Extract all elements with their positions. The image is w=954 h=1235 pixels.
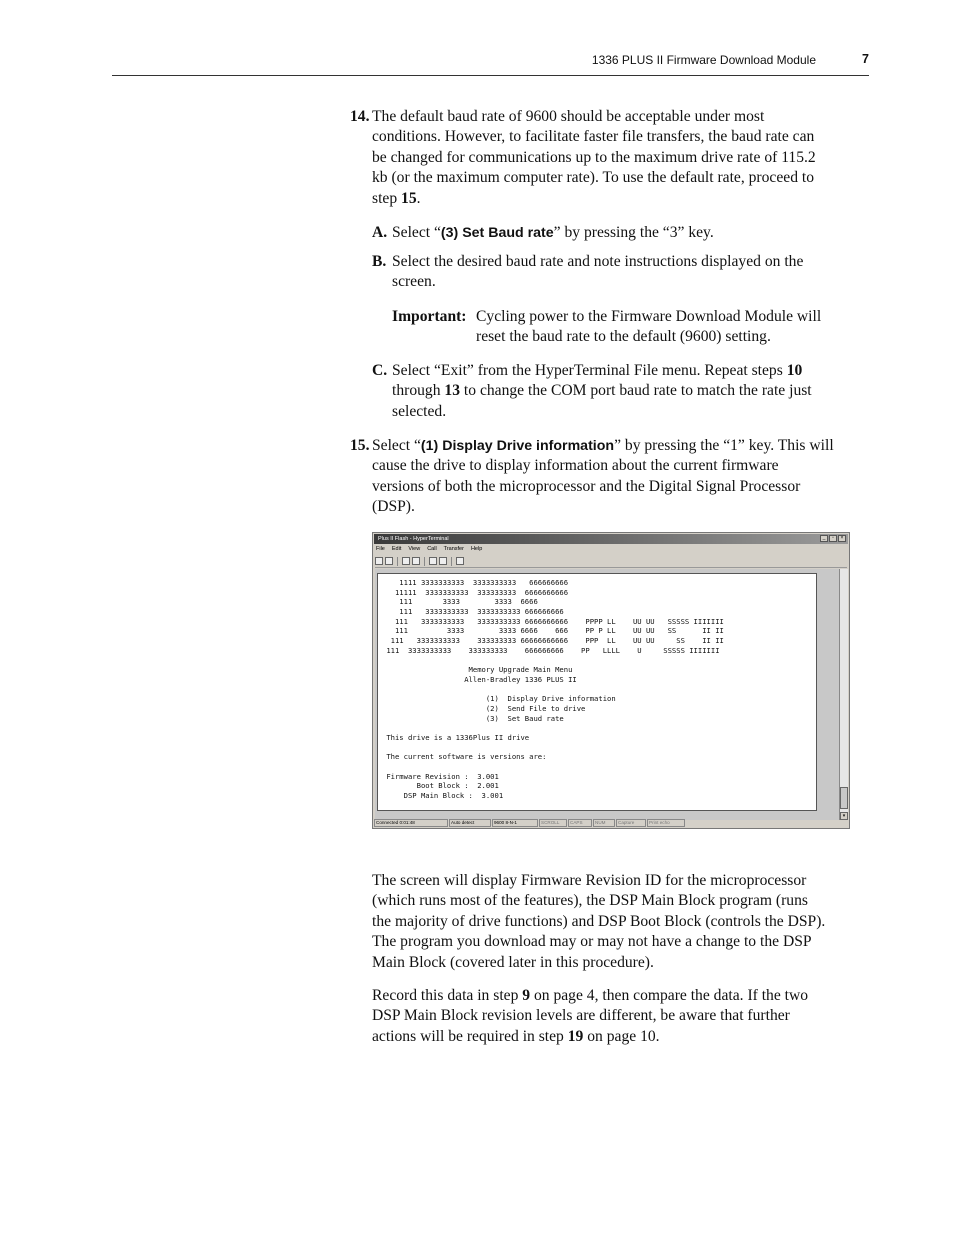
terminal-line: The current software is versions are: — [382, 752, 547, 762]
text-line — [392, 361, 869, 381]
status-capture: Capture — [616, 819, 646, 827]
terminal-line: 111 3333 3333 6666 — [382, 597, 538, 607]
terminal-line — [382, 656, 724, 666]
text-line: The default baud rate of 9600 should be acceptable under most — [372, 108, 765, 125]
text-span: Select “ — [392, 224, 441, 241]
substep-letter: B. — [372, 253, 387, 270]
text-line: selected. — [392, 402, 447, 420]
window-controls — [820, 535, 846, 542]
text-line: DSP Main Block revision levels are different, be aware that further — [372, 1007, 790, 1025]
text-span: . — [416, 189, 421, 207]
terminal-line: 111 3333 3333 6666 666 PP P LL UU UU SS II II — [382, 626, 724, 636]
terminal-line: 111 3333333333 333333333 66666666666 PPP LL UU UU SS II II — [382, 636, 724, 646]
menu-transfer[interactable]: Transfer — [443, 546, 464, 552]
step-15 — [350, 436, 869, 518]
text-line — [372, 986, 869, 1006]
step-reference: 15 — [401, 189, 417, 207]
scrollbar-thumb[interactable] — [840, 787, 848, 809]
terminal-line: 1111 3333333333 3333333333 666666666 — [382, 578, 569, 587]
new-connection-icon[interactable] — [375, 557, 383, 565]
text-line: be changed for communications up to the maximum drive rate of 115.2 — [372, 148, 816, 166]
text-line: reset the baud rate to the default (9600) setting. — [476, 328, 771, 346]
text-span: actions will be required in step — [372, 1027, 568, 1045]
text-span: ” by pressing the “3” key. — [553, 224, 714, 241]
close-button[interactable]: × — [838, 535, 846, 542]
page-number: 7 — [862, 52, 869, 66]
terminal-line — [382, 743, 724, 753]
text-line: kb (or the maximum computer rate). To use the default rate, proceed to — [372, 169, 815, 187]
text-span: Select “ — [372, 437, 421, 454]
terminal-frame — [377, 573, 817, 811]
important-note — [392, 307, 862, 348]
terminal-line: 11111 3333333333 333333333 6666666666 — [382, 587, 569, 597]
status-print-echo: Print echo — [647, 819, 685, 827]
text-span: Select “Exit” from the HyperTerminal File menu. Repeat steps — [392, 362, 787, 379]
text-span: ” by pressing the “1” key. This will — [614, 437, 834, 454]
step-body — [372, 107, 869, 209]
status-baud: 9600 8-N-1 — [492, 819, 538, 827]
menu-command: (3) Set Baud rate — [440, 225, 554, 241]
menu-help[interactable]: Help — [470, 546, 483, 552]
properties-icon[interactable] — [456, 557, 464, 565]
running-header-title: 1336 PLUS II Firmware Download Module — [591, 53, 816, 67]
toolbar-separator — [397, 557, 398, 566]
status-autodetect: Auto detect — [449, 819, 491, 827]
step-reference: 19 — [567, 1027, 584, 1045]
terminal-line: 111 3333333333 3333333333 666666666 — [382, 607, 564, 617]
paragraph-record-data — [372, 986, 869, 1047]
important-body — [476, 307, 862, 348]
terminal-line: (3) Set Baud rate — [382, 713, 564, 723]
terminal-line: 111 3333333333 3333333333 6666666666 PPPP LL UU UU SSSSS IIIIIII — [382, 616, 724, 626]
hyperterminal-window — [372, 532, 850, 829]
text-span: on page 10. — [583, 1027, 660, 1045]
minimize-button[interactable]: _ — [820, 535, 828, 542]
step-number: 14. — [350, 108, 370, 125]
text-span: Record this data in step — [372, 987, 523, 1004]
terminal-output — [382, 578, 724, 801]
text-line: The screen will display Firmware Revision ID for the microprocessor — [372, 872, 807, 889]
menu-edit[interactable]: Edit — [391, 546, 402, 552]
paragraph-firmware-info — [372, 871, 869, 973]
toolbar — [375, 555, 847, 568]
step-reference: 9 — [522, 987, 531, 1004]
step-reference: 10 — [786, 362, 803, 379]
receive-file-icon[interactable] — [439, 557, 447, 565]
text-line: Select the desired baud rate and note instructions displayed on the — [392, 253, 804, 270]
header-rule — [112, 75, 869, 76]
disconnect-icon[interactable] — [412, 557, 420, 565]
step-number: 15. — [350, 437, 370, 454]
substep-body — [392, 361, 869, 422]
terminal-line: Firmware Revision : 3.001 — [382, 771, 499, 781]
menu-bar — [376, 545, 482, 554]
step-reference: 13 — [444, 382, 461, 400]
substep-letter: C. — [372, 362, 388, 379]
substep-a — [372, 223, 869, 243]
substep-b — [372, 252, 869, 293]
text-line: (which runs most of the features), the DSP Main Block program (runs — [372, 892, 808, 910]
text-line: cause the drive to display information about the current firmware — [372, 457, 779, 475]
terminal-line: Boot Block : 2.001 — [382, 781, 499, 791]
substep-letter: A. — [372, 224, 388, 241]
status-num: NUM — [593, 819, 615, 827]
text-line: (DSP). — [372, 498, 415, 516]
text-line: screen. — [392, 273, 436, 291]
text-span: through — [392, 382, 445, 400]
menu-file[interactable]: File — [376, 546, 385, 552]
maximize-button[interactable]: ▫ — [829, 535, 837, 542]
menu-call[interactable]: Call — [427, 546, 437, 552]
scroll-down-arrow-icon[interactable]: ▾ — [840, 812, 848, 820]
status-connected: Connected 0:01:48 — [374, 819, 448, 827]
toolbar-separator — [424, 557, 425, 566]
terminal-line: This drive is a 1336Plus II drive — [382, 733, 530, 742]
window-title: Plus II Flash - HyperTerminal — [378, 536, 449, 542]
step-14 — [350, 107, 869, 209]
text-line — [372, 436, 869, 456]
open-folder-icon[interactable] — [385, 557, 393, 565]
substep-body — [392, 223, 869, 243]
terminal-line — [382, 762, 724, 772]
toolbar-separator — [451, 557, 452, 566]
text-line: versions of both the microprocessor and the Digital Signal Processor — [372, 477, 801, 495]
menu-view[interactable]: View — [408, 546, 421, 552]
status-caps: CAPS — [568, 819, 592, 827]
text-line: Cycling power to the Firmware Download Module will — [476, 308, 822, 325]
text-line — [392, 381, 869, 401]
text-line: The program you download may or may not have a change to the DSP — [372, 933, 812, 951]
terminal-line: DSP Main Block : 3.001 — [382, 791, 504, 801]
important-label: Important: — [392, 308, 467, 325]
text-line: conditions. However, to facilitate faster file transfers, the baud rate can — [372, 128, 815, 146]
text-span: to change the COM port baud rate to match the rate just — [460, 382, 812, 400]
terminal-line: (1) Display Drive information — [382, 694, 616, 704]
text-line: Main Block (covered later in this procedure). — [372, 953, 654, 971]
menu-command: (1) Display Drive information — [420, 438, 615, 454]
terminal-line: (2) Send File to drive — [382, 703, 586, 713]
terminal-line: Memory Upgrade Main Menu — [382, 665, 573, 675]
text-line — [372, 189, 869, 209]
text-span: step — [372, 189, 402, 207]
vertical-scrollbar[interactable] — [839, 569, 848, 820]
terminal-line: Allen-Bradley 1336 PLUS II — [382, 674, 577, 684]
text-span: on page 4, then compare the data. If the two — [530, 987, 809, 1004]
step-body — [372, 436, 869, 518]
status-bar — [374, 819, 848, 827]
text-line: the majority of drive functions) and DSP Boot Block (controls the DSP). — [372, 912, 826, 930]
terminal-line — [382, 723, 724, 733]
connect-icon[interactable] — [402, 557, 410, 565]
substep-body — [392, 252, 869, 293]
send-file-icon[interactable] — [429, 557, 437, 565]
substep-c — [372, 361, 869, 422]
terminal-line — [382, 685, 724, 695]
text-line — [372, 1027, 869, 1047]
terminal-line: 111 3333333333 333333333 666666666 PP LLLL U SSSSS IIIIIII — [382, 645, 720, 655]
terminal-area[interactable] — [375, 569, 839, 820]
window-titlebar — [374, 534, 848, 544]
status-scroll: SCROLL — [539, 819, 567, 827]
